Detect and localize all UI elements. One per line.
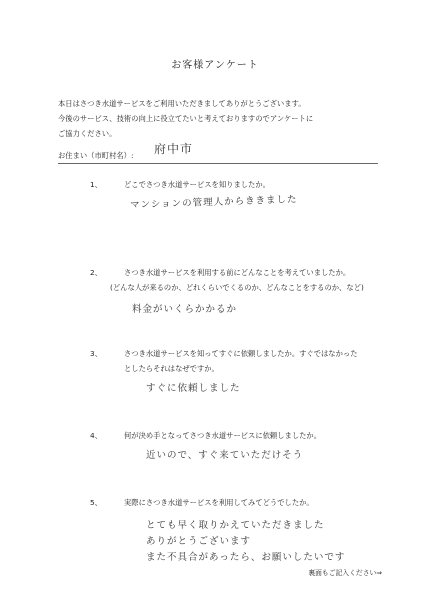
footer-note: 裏面もご記入ください⇒ <box>308 569 382 577</box>
answer-5-line-3: また不具合があったら、お願いしたいです <box>146 552 346 563</box>
answer-4: 近いので、すぐ来ていただけそう <box>146 450 304 461</box>
question-2-text-2: (どんな人が来るのか、どれくらいでくるのか、どんなことをするのか、など) <box>110 283 364 292</box>
question-1-number: 1、 <box>90 180 102 189</box>
question-3-text-2: としたらそれはなぜですか。 <box>124 364 219 373</box>
intro-text <box>58 96 313 141</box>
question-1-text: どこでさつき水道サービスを知りましたか。 <box>124 180 270 189</box>
answer-3: すぐに依頼しました <box>146 383 241 394</box>
intro-line: 今後のサービス、技術の向上に役立てたいと考えておりますのでアンケートに <box>58 114 314 123</box>
question-2-number: 2、 <box>90 268 102 277</box>
question-5-number: 5、 <box>90 498 102 507</box>
page-title: お客様アンケート <box>171 60 259 71</box>
intro-line: ご協力ください。 <box>58 129 117 138</box>
address-value: 府中市 <box>153 141 194 157</box>
question-5-text: 実際にさつき水道サービスを利用してみてどうでしたか。 <box>124 498 314 507</box>
address-underline <box>58 163 378 164</box>
question-3-number: 3、 <box>90 349 102 358</box>
question-3-text: さつき水道サービスを知ってすぐに依頼しましたか。すぐではなかった <box>124 349 358 358</box>
address-label: お住まい（市町村名）: <box>58 151 134 160</box>
answer-5-line-2: ありがとうございます <box>146 536 252 547</box>
intro-line: 本日はさつき水道サービスをご利用いただきましてありがとうございます。 <box>58 99 306 108</box>
answer-5-line-1: とても早く取りかえていただきました <box>146 520 325 531</box>
answer-1: マンションの管理人からききました <box>129 194 298 211</box>
question-4-text: 何が決め手となってさつき水道サービスに依頼しましたか。 <box>124 431 322 440</box>
answer-2: 料金がいくらかかるか <box>132 304 238 315</box>
question-4-number: 4、 <box>90 431 102 440</box>
question-2-text: さつき水道サービスを利用する前にどんなことを考えていましたか。 <box>124 268 351 277</box>
